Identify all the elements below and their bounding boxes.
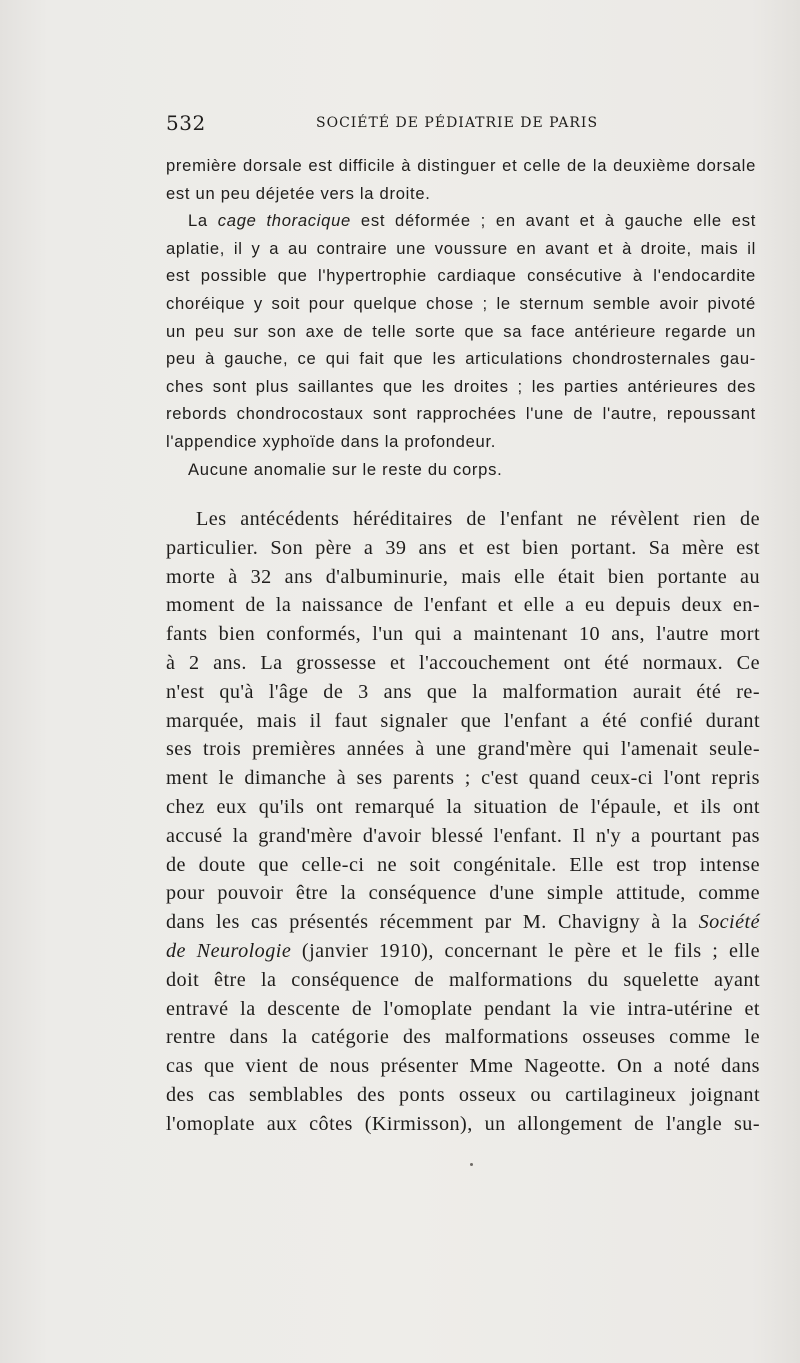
text-line: un peu sur son axe de telle sorte que sa face antérieure regarde un [166, 321, 756, 341]
text-line: accusé la grand'mère d'avoir blessé l'enfant. Il n'y a pourtant pas [166, 824, 760, 847]
text-line: marquée, mais il faut signaler que l'enfant a été confié durant [166, 709, 760, 732]
page-header [166, 111, 610, 139]
text-line: ment le dimanche à ses parents ; c'est quand ceux-ci l'ont repris [166, 767, 760, 790]
text-span: est déformée ; en avant et à gauche elle est [350, 211, 757, 231]
text-line: l'appendice xyphoïde dans la profondeur. [166, 431, 497, 451]
text-line: ses trois premières années à une grand'mère qui l'amenait seule- [166, 738, 760, 761]
running-head: SOCIÉTÉ DE PÉDIATRIE DE PARIS [316, 115, 599, 131]
ink-speck [470, 1163, 473, 1166]
text-line: rebords chondrocostaux sont rapprochées l'une de l'autre, repoussant [166, 404, 756, 424]
text-line: fants bien conformés, l'un qui a maintenant 10 ans, l'autre mort [166, 623, 760, 646]
text-line: n'est qu'à l'âge de 3 ans que la malformation aurait été re- [166, 680, 760, 703]
text-span: (janvier 1910), concernant le père et le fils ; elle [291, 939, 760, 962]
text-line: choréique y soit pour quelque chose ; le sternum semble avoir pivoté [166, 293, 756, 313]
text-line: est un peu déjetée vers la droite. [166, 183, 431, 203]
page-number: 532 [166, 111, 206, 135]
text-line: l'omoplate aux côtes (Kirmisson), un allongement de l'angle su- [166, 1112, 760, 1135]
text-line [166, 908, 760, 937]
case-description-paragraphs [166, 152, 756, 483]
text-line [166, 207, 756, 235]
text-span: La [188, 211, 218, 231]
text-line: moment de la naissance de l'enfant et elle a eu depuis deux en- [166, 594, 760, 617]
italic-term: Société [698, 911, 760, 934]
text-line: cas que vient de nous présenter Mme Nageotte. On a noté dans [166, 1055, 760, 1078]
text-line: peu à gauche, ce qui fait que les articulations chondrosternales gau- [166, 349, 756, 369]
text-line: est possible que l'hypertrophie cardiaque consécutive à l'endocardite [166, 266, 756, 286]
text-line: Les antécédents héréditaires de l'enfant ne révèlent rien de [196, 508, 760, 530]
text-line: de doute que celle-ci ne soit congénitale. Elle est trop intense [166, 853, 760, 876]
text-line: doit être la conséquence de malformations du squelette ayant [166, 968, 760, 991]
text-line: première dorsale est difficile à distinguer et celle de la deuxième dorsale [166, 156, 756, 175]
text-line: particulier. Son père a 39 ans et est bien portant. Sa mère est [166, 536, 760, 559]
text-line: chez eux qu'ils ont remarqué la situation de l'épaule, et ils ont [166, 795, 760, 818]
text-line: Aucune anomalie sur le reste du corps. [188, 459, 503, 479]
text-span: dans les cas présentés récemment par M. Chavigny à la [166, 911, 699, 934]
text-line: à 2 ans. La grossesse et l'accouchement ont été normaux. Ce [166, 651, 760, 674]
italic-term: de Neurologie [166, 939, 292, 962]
text-line: aplatie, il y a au contraire une voussure en avant et à droite, mais il [166, 238, 756, 258]
antecedents-paragraph [166, 505, 760, 1139]
text-line: entravé la descente de l'omoplate pendant la vie intra-utérine et [166, 997, 760, 1020]
text-line [166, 937, 760, 966]
text-line: morte à 32 ans d'albuminurie, mais elle était bien portante au [166, 565, 760, 588]
text-line: ches sont plus saillantes que les droites ; les parties antérieures des [166, 376, 756, 396]
text-line: rentre dans la catégorie des malformations osseuses comme le [166, 1026, 760, 1049]
text-line: des cas semblables des ponts osseux ou cartilagineux joignant [166, 1083, 760, 1106]
italic-term: cage thoracique [217, 211, 351, 231]
text-line: pour pouvoir être la conséquence d'une simple attitude, comme [166, 882, 760, 905]
